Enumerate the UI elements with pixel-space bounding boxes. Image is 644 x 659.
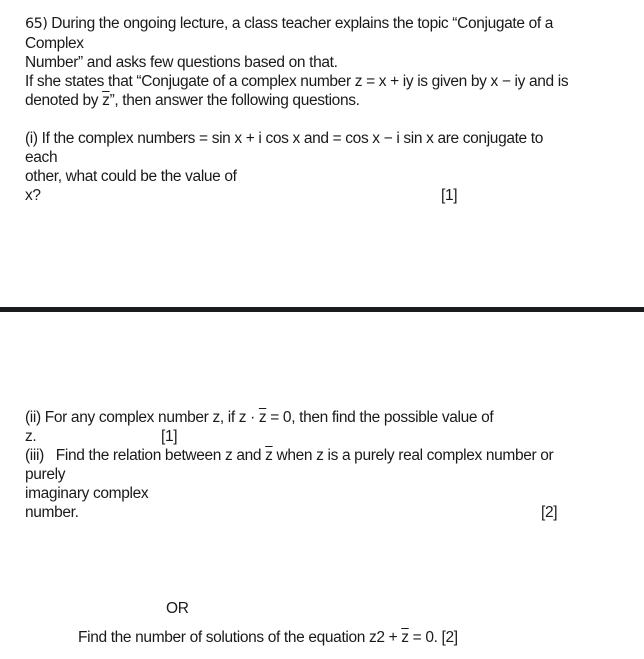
intro-text-pre: denoted by	[25, 92, 103, 109]
part-i-marks: [1]	[441, 187, 458, 204]
part-ii-text-post: = 0, then find the possible value of	[266, 409, 494, 426]
part-iii-line-2: purely	[25, 466, 66, 483]
part-iii-text-pre: (iii) Find the relation between z and	[25, 447, 266, 464]
or-label: OR	[166, 600, 189, 617]
question-intro-line-4: If she states that “Conjugate of a complex number z = x + iy is given by x − iy and is	[25, 73, 569, 90]
part-ii-line-1	[25, 408, 493, 427]
alternative-text-post: = 0. [2]	[408, 629, 458, 646]
alternative-question	[78, 628, 458, 647]
alternative-text-pre: Find the number of solutions of the equation z2 +	[78, 629, 402, 646]
part-i-line-2: each	[25, 149, 58, 166]
question-intro-line-2: Complex	[25, 35, 84, 52]
part-ii-line-2: z.	[25, 428, 37, 445]
question-number: 65)	[25, 16, 48, 32]
part-ii-marks: [1]	[161, 428, 178, 445]
intro-text-post: ”, then answer the following questions.	[109, 92, 360, 109]
z-conjugate-symbol: $\overline{z}$	[258, 409, 267, 426]
part-iii-marks: [2]	[541, 504, 558, 521]
question-intro-line-3: Number” and asks few questions based on that.	[25, 54, 338, 71]
z-conjugate-symbol: $\overline{z}$	[401, 629, 409, 646]
part-iii-line-3: imaginary complex	[25, 485, 149, 502]
part-iii-line-4: number.	[25, 504, 79, 521]
question-intro-line-1	[25, 14, 553, 34]
part-ii-text-pre: (ii) For any complex number z, if z ·	[25, 409, 259, 426]
part-i-line-3: other, what could be the value of	[25, 168, 237, 185]
z-conjugate-symbol: $\overline{z}$	[265, 447, 273, 464]
z-conjugate-symbol: $\overline{z}$	[102, 92, 110, 109]
section-divider	[0, 307, 644, 312]
question-intro-line-5	[25, 91, 360, 110]
part-iii-line-1	[25, 446, 553, 465]
question-intro-text-1: During the ongoing lecture, a class teacher explains the topic “Conjugate of a	[51, 15, 554, 32]
part-iii-text-post: when z is a purely real complex number or	[272, 447, 554, 464]
part-i-line-4: x?	[25, 187, 41, 204]
part-i-line-1: (i) If the complex numbers = sin x + i cos x and = cos x − i sin x are conjugate to	[25, 130, 544, 147]
